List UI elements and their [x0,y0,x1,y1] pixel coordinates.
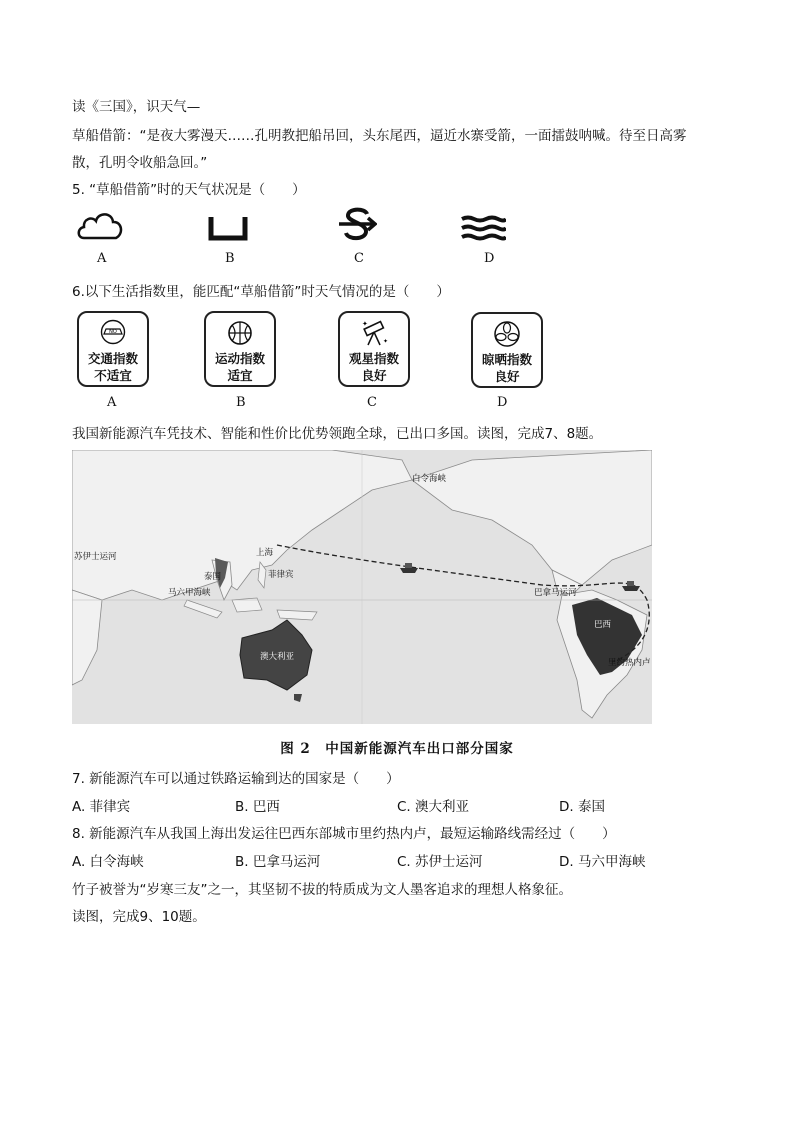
q5-option-b-label: B [225,251,235,266]
q8-option-b: B. 巴拿马运河 [235,854,321,870]
fog-symbol-icon [460,214,506,242]
drying-index-card [471,312,543,388]
q8-option-a: A. 白令海峡 [72,854,144,870]
q7-option-a: A. 菲律宾 [72,799,131,815]
label-thailand: 泰国 [204,572,222,582]
svg-text:✦: ✦ [362,320,368,328]
stargazing-index-title: 观星指数 [348,351,399,366]
question-7: 7. 新能源汽车可以通过铁路运输到达的国家是（ ） [72,771,400,787]
q5-option-d-label: D [484,251,495,266]
export-map [72,450,652,724]
q7-option-d: D. 泰国 [559,799,605,815]
question-8: 8. 新能源汽车从我国上海出发运往巴西东部城市里约热内卢，最短运输路线需经过（ ） [72,826,616,842]
label-shanghai: 上海 [256,548,274,558]
q8-option-c: C. 苏伊士运河 [397,854,483,870]
no-car-icon [96,319,130,345]
drying-index-title: 晾晒指数 [481,352,532,367]
drying-fan-icon [492,320,522,348]
question-5: 5. “草船借箭”时的天气状况是（ ） [72,182,306,198]
telescope-icon [359,319,389,347]
sandstorm-symbol-icon [337,206,377,244]
drying-index-value: 良好 [494,369,520,384]
label-panama: 巴拿马运河 [534,588,577,598]
question-6: 6.以下生活指数里，能匹配“草船借箭”时天气情况的是（ ） [72,284,450,300]
q5-option-c-label: C [354,251,364,266]
stargazing-index-card [338,311,410,387]
cloud-weather-symbol-icon [76,208,126,244]
sport-index-value: 适宜 [227,368,253,383]
context-7-8: 我国新能源汽车凭技术、智能和性价比优势领跑全球，已出口多国。读图，完成7、8题。 [72,426,603,442]
q7-option-c: C. 澳大利亚 [397,799,470,815]
q7-option-b: B. 巴西 [235,799,280,815]
figure-caption: 图 2 中国新能源汽车出口部分国家 [280,741,514,757]
traffic-index-title: 交通指数 [87,351,138,366]
context-9-10-line-2: 读图，完成9、10题。 [72,909,206,925]
label-malacca: 马六甲海峡 [168,588,211,598]
q6-option-a-label: A [107,395,117,410]
label-australia: 澳大利亚 [260,652,295,662]
label-rio: 里约热内卢 [608,658,651,668]
label-brazil: 巴西 [594,620,612,630]
svg-text:✦: ✦ [383,338,389,345]
q8-option-d: D. 马六甲海峡 [559,854,646,870]
passage-line-2: 散，孔明令收船急回。” [72,155,208,171]
q6-option-d-label: D [497,395,508,410]
q6-option-c-label: C [367,395,377,410]
context-9-10-line-1: 竹子被誉为“岁寒三友”之一，其坚韧不拔的特质成为文人墨客追求的理想人格象征。 [72,882,572,898]
sport-index-card [204,311,276,387]
sport-index-title: 运动指数 [214,351,265,366]
intro-text: 读《三国》，识天气— [72,99,201,115]
q6-option-b-label: B [236,395,246,410]
label-bering: 白令海峡 [412,474,447,484]
basketball-icon [226,319,254,347]
label-philippines: 菲律宾 [268,570,294,580]
traffic-index-card [77,311,149,387]
stargazing-index-value: 良好 [361,368,387,383]
ground-symbol-icon [206,214,250,242]
passage-line-1: 草船借箭：“是夜大雾漫天……孔明教把船吊回，头东尾西，逼近水寨受箭，一面擂鼓呐喊。待至日高雾 [72,128,687,144]
q5-option-a-label: A [97,251,107,266]
label-suez: 苏伊士运河 [74,552,117,562]
traffic-index-value: 不适宜 [94,368,132,383]
svg-text:NO: NO [109,329,117,335]
